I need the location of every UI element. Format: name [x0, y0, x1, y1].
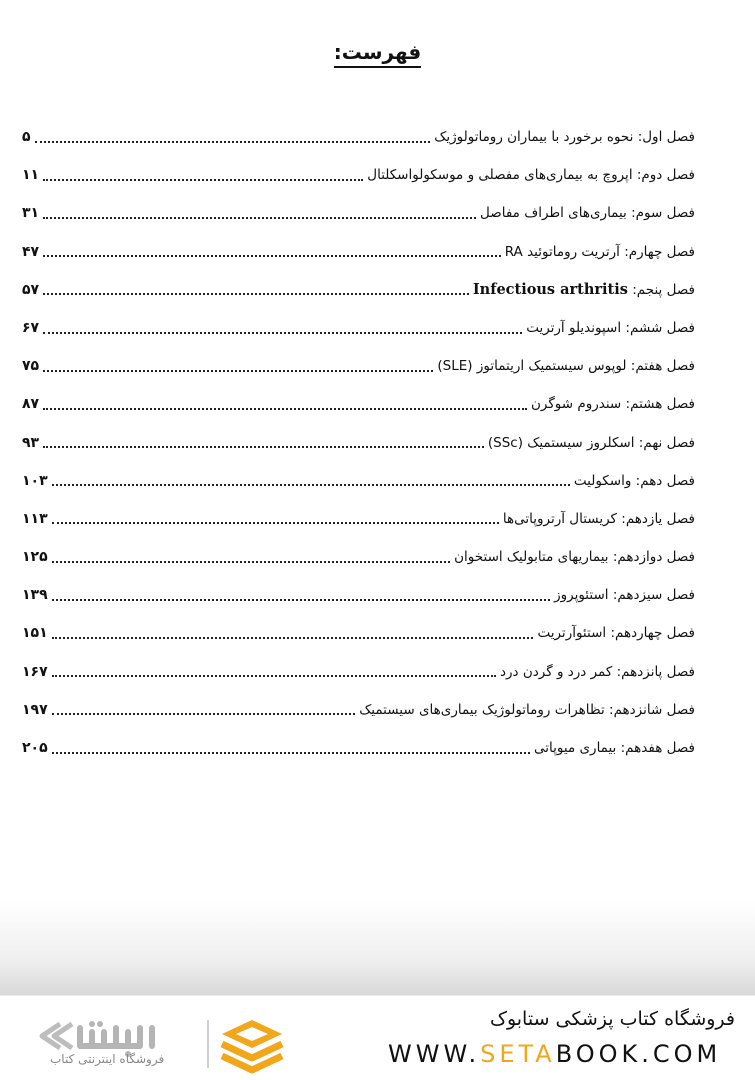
page-number: ۳۱ — [22, 205, 40, 222]
page-number: ۱۱۳ — [22, 510, 48, 527]
chapter-label: فصل نهم: — [638, 434, 695, 451]
toc-entry-title — [363, 156, 695, 194]
toc-entry-title — [522, 309, 695, 347]
table-of-contents — [22, 118, 695, 767]
chapter-label: فصل پانزدهم: — [616, 663, 695, 680]
chapter-label: فصل چهاردهم: — [610, 625, 695, 642]
logo-subtitle: فروشگاه اینترنتی کتاب — [50, 1052, 165, 1066]
page-number: ۱۵۱ — [22, 625, 48, 642]
toc-entry[interactable] — [22, 500, 695, 538]
chapter-label: فصل سیزدهم: — [612, 587, 695, 604]
chapter-label: فصل یازدهم: — [621, 510, 695, 527]
toc-entry[interactable] — [22, 271, 695, 309]
leader-dots — [52, 636, 534, 639]
chapter-label: فصل دوازدهم: — [612, 549, 695, 566]
leader-dots — [43, 216, 476, 219]
chapter-label: فصل پنجم: — [632, 281, 695, 298]
url-suffix: BOOK.COM — [555, 1040, 722, 1068]
chapter-label: فصل دهم: — [635, 472, 695, 489]
page-number: ۷۵ — [22, 358, 40, 375]
chapter-label: فصل هفتم: — [630, 358, 695, 375]
toc-entry-title — [450, 538, 695, 576]
toc-entry[interactable] — [22, 309, 695, 347]
toc-entry[interactable] — [22, 233, 695, 271]
toc-entry[interactable] — [22, 347, 695, 385]
leader-dots — [43, 407, 527, 410]
toc-heading — [0, 40, 755, 64]
page-number: ۱۳۹ — [22, 587, 48, 604]
chapter-name: کمر درد و گردن درد — [500, 663, 613, 680]
page-number: ۱۲۵ — [22, 549, 48, 566]
toc-heading-text: فهرست: — [334, 40, 422, 68]
leader-dots — [35, 140, 431, 143]
page-number: ۱۶۷ — [22, 663, 48, 680]
toc-entry[interactable] — [22, 424, 695, 462]
toc-entry-title — [484, 424, 695, 462]
chapter-name: کریستال آرتروپاتی‌ها — [502, 510, 617, 527]
toc-entry-title — [527, 385, 695, 423]
page-number: ۲۰۵ — [22, 740, 48, 756]
chapter-label: فصل شانزدهم: — [609, 701, 695, 718]
chapter-name: استئوپروز — [554, 587, 609, 604]
leader-dots — [52, 560, 451, 563]
chapter-name: آرتریت روماتوئید RA — [504, 243, 620, 260]
chapter-label: فصل سوم: — [631, 205, 695, 222]
leader-dots — [52, 712, 356, 715]
leader-dots — [52, 751, 530, 754]
toc-entry[interactable] — [22, 538, 695, 576]
chapter-name: نحوه برخورد با بیماران روماتولوژیک — [434, 129, 634, 145]
toc-entry[interactable] — [22, 118, 695, 156]
toc-entry-title — [476, 194, 695, 232]
toc-entry[interactable] — [22, 614, 695, 652]
leader-dots — [52, 521, 499, 524]
leader-dots — [43, 445, 484, 448]
toc-entry-title — [501, 233, 695, 271]
toc-entry-title — [550, 576, 695, 614]
toc-entry-title — [355, 691, 695, 729]
leader-dots — [52, 674, 496, 677]
toc-entry[interactable] — [22, 729, 695, 767]
toc-entry[interactable] — [22, 691, 695, 729]
chapter-name: تظاهرات روماتولوژیک بیماری‌های سیستمیک — [359, 701, 605, 718]
toc-entry-title — [530, 729, 695, 767]
toc-entry-title — [533, 614, 695, 652]
chapter-label: فصل دوم: — [636, 167, 695, 184]
chapter-name: Infectious arthritis — [472, 280, 628, 298]
page-number: ۹۳ — [22, 434, 40, 451]
toc-entry-title — [499, 500, 695, 538]
leader-dots — [52, 598, 550, 601]
toc-entry-title — [469, 271, 695, 309]
page-number: ۴۷ — [22, 243, 40, 260]
toc-entry[interactable] — [22, 156, 695, 194]
leader-dots — [43, 178, 363, 181]
chapter-label: فصل اول: — [637, 129, 695, 145]
chapter-name: بیماریهای متابولیک استخوان — [454, 549, 609, 566]
publisher-footer — [0, 996, 755, 1080]
chapter-name: سندروم شوگرن — [531, 396, 622, 413]
page-number: ۱۹۷ — [22, 701, 48, 718]
leader-dots — [43, 254, 501, 257]
toc-entry[interactable] — [22, 576, 695, 614]
page-number: ۶۷ — [22, 319, 40, 336]
chapter-name: لوپوس سیستمیک اریتماتوز (SLE) — [437, 358, 627, 375]
toc-entry[interactable] — [22, 194, 695, 232]
page-number: ۱۰۳ — [22, 472, 48, 489]
leader-dots — [43, 369, 433, 372]
url-prefix: WWW. — [388, 1040, 481, 1068]
url-accent: SETA — [480, 1040, 556, 1068]
chapter-name: اسکلروز سیستمیک (SSc) — [487, 434, 635, 451]
toc-entry[interactable] — [22, 385, 695, 423]
toc-entry-title — [570, 462, 695, 500]
page-number: ۵ — [22, 129, 31, 145]
toc-entry-title — [433, 347, 695, 385]
toc-entry-title — [496, 653, 695, 691]
toc-entry[interactable] — [22, 653, 695, 691]
leader-dots — [43, 292, 469, 295]
chapter-label: فصل هفدهم: — [620, 740, 695, 756]
chapter-name: واسکولیت — [573, 472, 632, 489]
store-url[interactable] — [388, 1040, 721, 1068]
chapter-name: اسپوندیلو آرتریت — [526, 319, 622, 336]
chapter-name: بیماری‌های اطراف مفاصل — [480, 205, 627, 222]
leader-dots — [43, 331, 522, 334]
chapter-name: استئوآرتریت — [537, 625, 607, 642]
toc-entry-title — [430, 118, 695, 156]
chapter-name: اپروچ به بیماری‌های مفصلی و موسکولواسکلتال — [367, 167, 633, 184]
chapter-label: فصل ششم: — [625, 319, 695, 336]
store-name: فروشگاه کتاب پزشکی ستابوک — [489, 1008, 735, 1030]
chapter-name: بیماری میوپاتی — [534, 740, 617, 756]
toc-entry[interactable] — [22, 462, 695, 500]
chapter-label: فصل هشتم: — [625, 396, 695, 413]
page-number: ۵۷ — [22, 281, 40, 298]
chapter-label: فصل چهارم: — [624, 243, 695, 260]
page-number: ۸۷ — [22, 396, 40, 413]
page-number: ۱۱ — [22, 167, 40, 184]
leader-dots — [52, 483, 570, 486]
